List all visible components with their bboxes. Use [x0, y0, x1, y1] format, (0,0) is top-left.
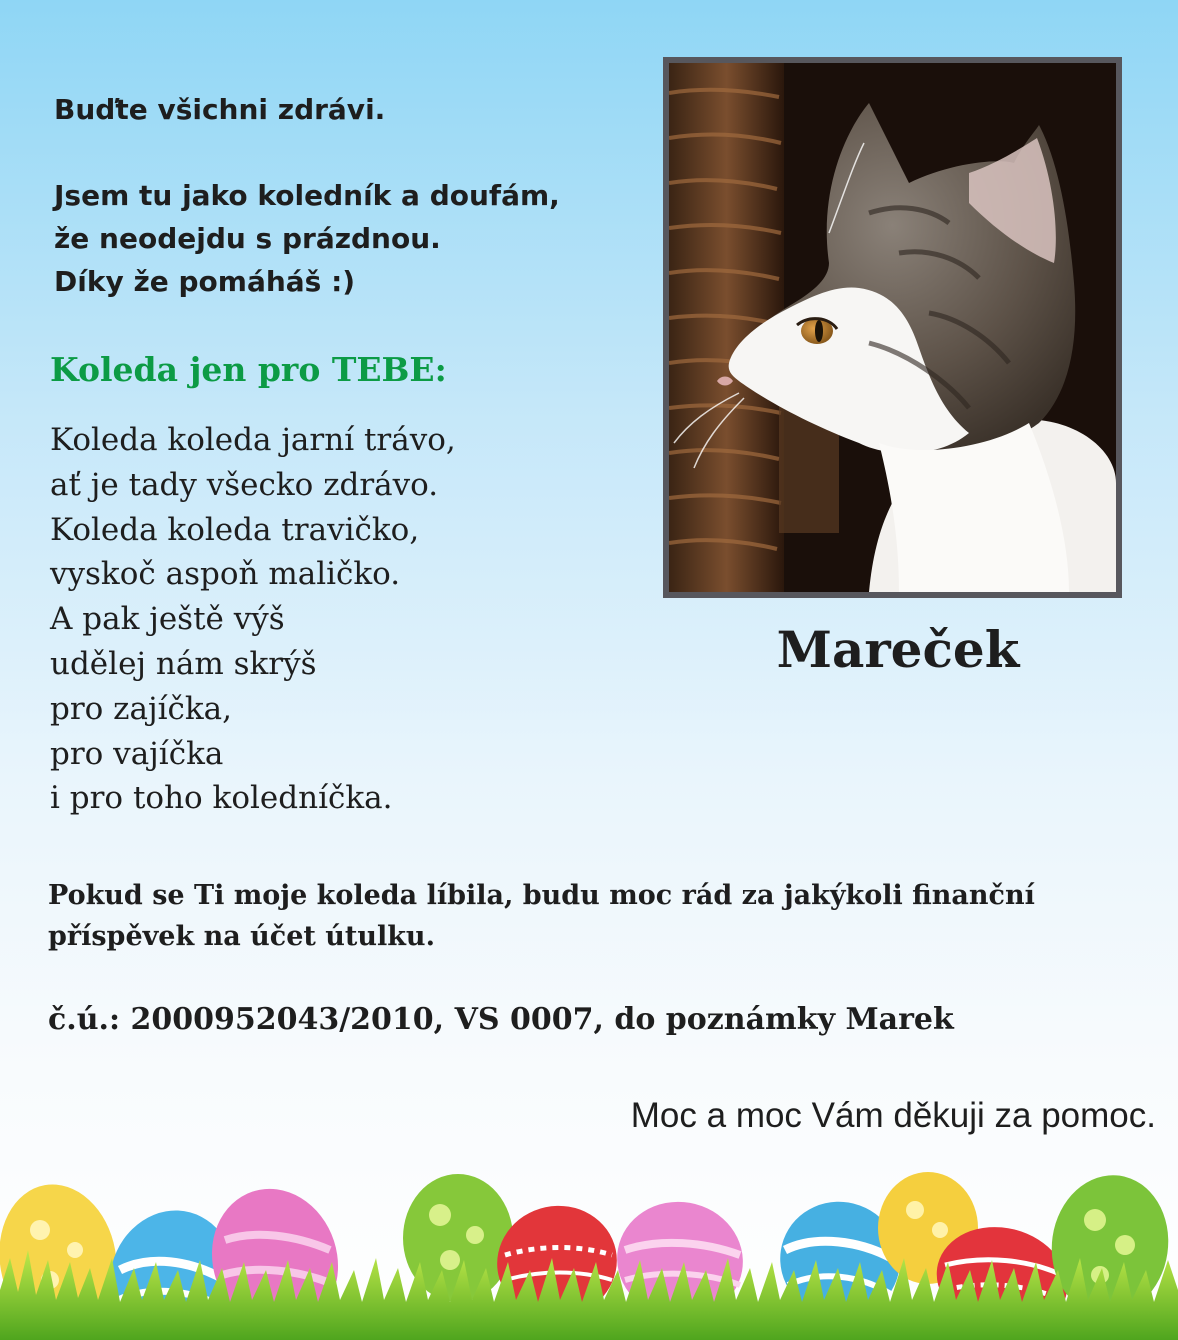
thanks-text: Moc a moc Vám děkuji za pomoc. [630, 1096, 1156, 1135]
poem-line: Koleda koleda travičko, [50, 511, 420, 548]
poem-line: ať je tady všecko zdrávo. [50, 466, 439, 503]
cat-name: Mareček [776, 620, 1020, 679]
greeting-block [54, 88, 654, 303]
donation-text: Pokud se Ti moje koleda líbila, budu moc rád za jakýkoli finanční příspěvek na účet útulku. [48, 880, 1035, 952]
poem-line: Koleda koleda jarní trávo, [50, 422, 456, 458]
poem-line: i pro toho koledníčka. [50, 780, 393, 817]
poem-line: A pak ještě výš [50, 601, 285, 638]
greeting-line: Buďte všichni zdrávi. [54, 93, 386, 126]
poem-line: pro vajíčka [50, 735, 224, 772]
greeting-line: Jsem tu jako koledník a doufám, [54, 179, 560, 212]
poem-line: udělej nám skrýš [50, 645, 317, 682]
easter-eggs-grass-decoration [0, 1150, 1178, 1340]
easter-eggs-illustration [0, 1150, 1178, 1340]
poem [50, 418, 456, 821]
greeting-line: Díky že pomáháš :) [54, 265, 356, 298]
cat-photo [663, 57, 1122, 598]
poem-line: vyskoč aspoň maličko. [50, 556, 401, 593]
greeting-line: že neodejdu s prázdnou. [54, 222, 441, 255]
koleda-title: Koleda jen pro TEBE: [50, 350, 447, 389]
poem-line: pro zajíčka, [50, 690, 233, 727]
bank-account-info: č.ú.: 2000952043/2010, VS 0007, do poznámky Marek [48, 1002, 954, 1037]
cat-illustration [669, 63, 1116, 592]
spacer [54, 131, 654, 174]
